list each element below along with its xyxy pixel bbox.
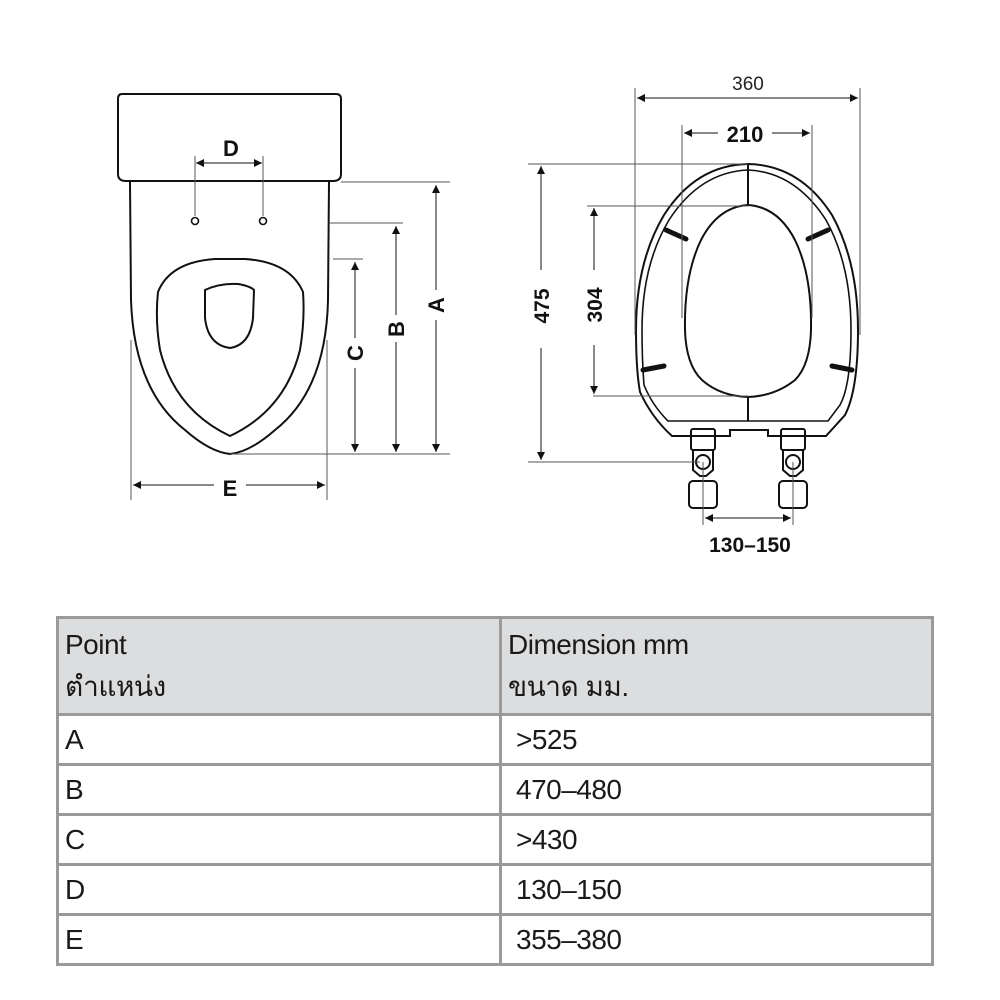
label-c: C	[343, 345, 368, 361]
table-row	[58, 765, 933, 815]
table-row	[58, 865, 933, 915]
bumper-top-right	[808, 230, 828, 239]
front-dimension-labels	[223, 136, 449, 501]
header-point-th: ตำแหน่ง	[65, 671, 166, 702]
seat-view	[636, 164, 858, 508]
label-e: E	[222, 476, 238, 501]
mounting-hole-left	[192, 218, 199, 225]
cell-dimension: >525	[501, 715, 933, 765]
bumper-top-left	[666, 230, 686, 239]
cell-point: C	[58, 815, 501, 865]
header-point-en: Point	[65, 629, 127, 660]
cell-dimension: 130–150	[501, 865, 933, 915]
table-row	[58, 815, 933, 865]
cell-point: D	[58, 865, 501, 915]
label-475: 475	[531, 288, 554, 324]
cell-dimension: 470–480	[501, 765, 933, 815]
table-row	[58, 715, 933, 765]
label-130-150: 130–150	[709, 534, 791, 557]
label-b: B	[384, 321, 409, 337]
header-dimension-en: Dimension mm	[508, 629, 689, 660]
cell-point: B	[58, 765, 501, 815]
mounting-hole-right	[260, 218, 267, 225]
cell-point: A	[58, 715, 501, 765]
label-a: A	[424, 297, 449, 313]
seat-opening	[685, 205, 811, 397]
table-row	[58, 915, 933, 965]
header-point	[58, 618, 501, 715]
table-header-row	[58, 618, 933, 715]
seat-dimension-labels	[531, 74, 791, 557]
bowl-opening	[205, 284, 254, 348]
header-dimension	[501, 618, 933, 715]
label-210: 210	[726, 122, 764, 147]
bumper-bottom-left	[643, 366, 664, 370]
label-304: 304	[584, 287, 607, 323]
cell-point: E	[58, 915, 501, 965]
cell-dimension: >430	[501, 815, 933, 865]
bowl-outline	[130, 182, 329, 454]
header-dimension-th: ขนาด มม.	[508, 671, 629, 702]
label-d: D	[223, 136, 239, 161]
label-360: 360	[732, 74, 764, 95]
seat-inner-rim	[642, 170, 851, 421]
cell-dimension: 355–380	[501, 915, 933, 965]
dimension-table	[56, 616, 934, 966]
